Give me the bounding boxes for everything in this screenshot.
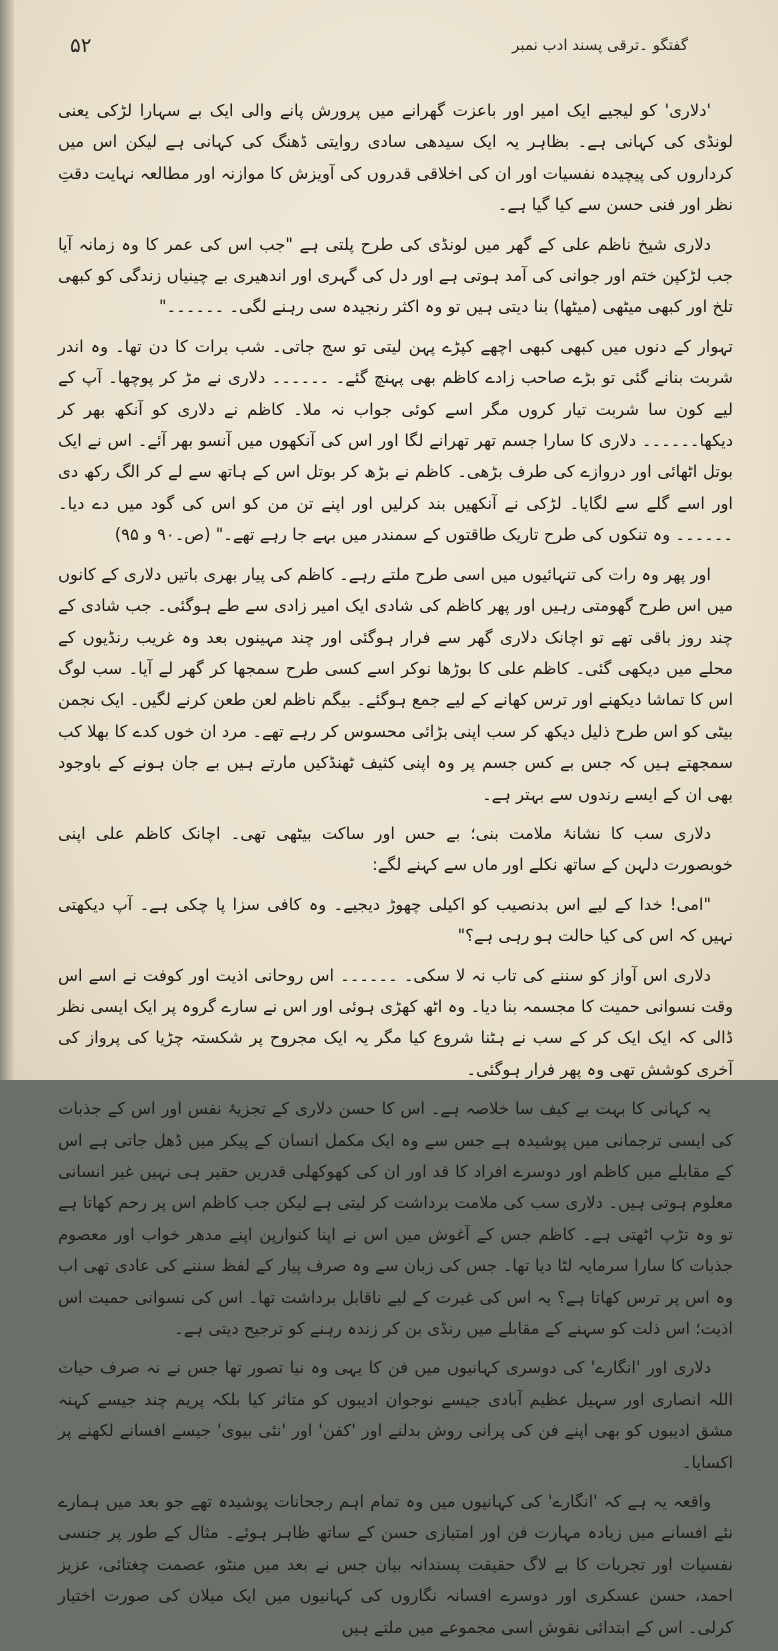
paragraph-2: دلاری شیخ ناظم علی کے گھر میں لونڈی کی طرح پلتی ہے "جب اس کی عمر کا وہ زمانہ آیا جب لڑکپن ختم اور جوانی کی آمد ہوتی ہے اور دل کی گہری اور اندھیری بے چینیاں زندگی کو کبھی تلخ اور کبھی میٹھی (میٹھا) بنا دیتی ہیں تو وہ اکثر رنجیدہ سی رہنے لگی۔ ۔۔۔۔۔۔" bbox=[58, 234, 733, 317]
paragraph-9: دلاری اور 'انگارے' کی دوسری کہانیوں میں فن کا یہی وہ نیا تصور تھا جس نے نہ صرف حیات اللہ انصاری اور سہیل عظیم آبادی جیسے نوجوان ادیبوں کو متاثر کیا بلکہ پریم چند جیسے کہنہ مشق ادیبوں کو بھی اپنے فن کی پرانی روش بدلنے اور 'کفن' اور 'نئی بیوی' جیسے افسانے لکھنے پر اکسایا۔ bbox=[58, 1358, 733, 1472]
running-title: گفتگو ۔ترقی پسند ادب نمبر bbox=[512, 36, 688, 54]
page-header bbox=[70, 28, 718, 62]
paragraph-3: تہوار کے دنوں میں کبھی کبھی اچھے کپڑے پہن لیتی تو سج جاتی۔ شب برات کا دن تھا۔ وہ اندر شربت بنانے گئی تو بڑے صاحب زادے کاظم بھی پہنچ گئے۔ ۔۔۔۔۔۔ دلاری نے مڑ کر پوچھا۔ آپ کے لیے کون سا شربت تیار کروں مگر اسے کوئی جواب نہ ملا۔ کاظم نے دلاری کو آنکھ بھر کر دیکھا۔۔۔۔۔۔ دلاری کا سارا جسم تھر تھرانے لگا اور اس کی آنکھوں میں آنسو بھر آئے۔ اس نے ایک بوتل اٹھائی اور دروازے کی طرف بڑھی۔ کاظم نے بڑھ کر بوتل اس کے ہاتھ سے لے کر الگ رکھ دی اور اسے گلے سے لگایا۔ لڑکی نے آنکھیں بند کرلیں اور اپنے تن من کو اس کی گود میں دے دیا۔ ۔۔۔۔۔۔ وہ تنکوں کی طرح تاریک طاقتوں کے سمندر میں بہے جا رہے تھے۔" (ص۔۹۰ و ۹۵) bbox=[58, 336, 733, 545]
page-number: ۵۲ bbox=[70, 33, 92, 57]
page-fold-shadow bbox=[0, 0, 14, 1080]
paragraph-5: دلاری سب کا نشانۂ ملامت بنی؛ بے حس اور ساکت بیٹھی تھی۔ اچانک کاظم علی اپنی خوبصورت دلہن کے ساتھ نکلے اور ماں سے کہنے لگے: bbox=[58, 823, 733, 875]
paragraph-8: یہ کہانی کا بہت بے کیف سا خلاصہ ہے۔ اس کا حسن دلاری کے تجزیۂ نفس اور اس کے جذبات کی ایسی ترجمانی میں پوشیدہ ہے جس سے وہ ایک مکمل انسان کے پیکر میں ڈھل جاتی ہے اس کے مقابلے میں کاظم اور دوسرے افراد کا قد اور ان کی کھوکھلی قدریں حقیر ہی نہیں غیر انسانی معلوم ہوتی ہیں۔ دلاری سب کی ملامت برداشت کر لیتی ہے لیکن جب کاظم اس پر رحم کھاتا ہے تو وہ تڑپ اٹھتی ہے۔ کاظم جس کے آغوش میں اس نے اپنا کنوارپن اپنے مدھر خواب اور معصوم جذبات کا سارا سرمایہ لٹا دیا تھا۔ جس کی زبان سے وہ صرف پیار کے لفظ سننے کی عادی تھی اب وہ اس پر ترس کھاتا ہے؟ یہ اس کی غیرت کے لیے ناقابل برداشت تھا۔ اس کی نسوانی حمیت اس اذیت؛ اس ذلت کو سہنے کے مقابلے میں رنڈی بن کر زندہ رہنے کو ترجیح دیتی ہے۔ bbox=[58, 1099, 733, 1339]
paragraph-4: اور پھر وہ رات کی تنہائیوں میں اسی طرح ملتے رہے۔ کاظم کی پیار بھری باتیں دلاری کے کانوں میں اس طرح گھومتی رہیں اور پھر کاظم کی شادی ایک امیر زادی سے طے ہوگئی۔ جب شادی کے چند روز باقی تھے تو اچانک دلاری گھر سے فرار ہوگئی اور چند مہینوں بعد وہ غریب رنڈیوں کے محلے میں دیکھی گئی۔ کاظم علی کا بوڑھا نوکر اسے کسی طرح سمجھا کر گھر لے آیا۔ سب لوگ اس کا تماشا دیکھنے اور ترس کھانے کے لیے جمع ہوگئے۔ بیگم ناظم لعن طعن کرنے لگیں۔ ایک نجمن بیٹی کو اس طرح ذلیل دیکھ کر سب اپنی بڑائی محسوس کر رہے تھے۔ مرد ان خوں کدے کا بھلا کب سمجھتے ہیں کہ جس بے کس جسم پر وہ اپنی کثیف ٹھنڈکیں مارتے ہیں بے جان ہونے کے باوجود بھی ان کے ایسے رندوں سے بہتر ہے۔ bbox=[58, 564, 733, 804]
body-text bbox=[58, 95, 733, 1651]
paragraph-10: واقعہ یہ ہے کہ 'انگارے' کی کہانیوں میں وہ تمام اہم رجحانات پوشیدہ تھے جو بعد میں ہمارے نئے افسانے میں زیادہ مہارت فن اور امتیازی حسن کے ساتھ ظاہر ہوئے۔ مثال کے طور پر جنسی نفسیات اور تجربات کا بے لاگ حقیقت پسندانہ بیان جس نے بعد میں منٹو، عصمت چغتائی، عزیز احمد، حسن عسکری اور دوسرے افسانہ نگاروں کی کہانیوں میں ایک میلان کی صورت اختیار کرلی۔ اس کے ابتدائی نقوش اسی مجموعے میں ملتے ہیں bbox=[58, 1492, 733, 1637]
paragraph-7: دلاری اس آواز کو سننے کی تاب نہ لا سکی۔ ۔۔۔۔۔۔ اس روحانی اذیت اور کوفت نے اسے اس وقت نسوانی حمیت کا مجسمہ بنا دیا۔ وہ اٹھ کھڑی ہوئی اور اس نے سارے گروہ پر ایک ایسی نظر ڈالی کہ ایک ایک کر کے سب نے ہٹنا شروع کیا مگر یہ ایک مجروح پر شکستہ چڑیا کی پرواز کی آخری کوشش تھی وہ پھر فرار ہوگئی۔ bbox=[58, 965, 733, 1079]
paragraph-1: 'دلاری' کو لیجیے ایک امیر اور باعزت گھرانے میں پرورش پانے والی ایک بے سہارا لڑکی یعنی لونڈی کی کہانی ہے۔ بظاہر یہ ایک سیدھی سادی روایتی ڈھنگ کی کہانی ہے لیکن اس میں کرداروں کی پیچیدہ نفسیات اور ان کی اخلاقی قدروں کی آویزش کا موازنہ اور مطالعہ نہایت دقتِ نظر اور فنی حسن سے کیا گیا ہے۔ bbox=[58, 101, 733, 215]
paragraph-6-quote: "امی! خدا کے لیے اس بدنصیب کو اکیلی چھوڑ دیجیے۔ وہ کافی سزا پا چکی ہے۔ آپ دیکھتی نہیں کہ اس کی کیا حالت ہو رہی ہے؟" bbox=[58, 894, 733, 946]
